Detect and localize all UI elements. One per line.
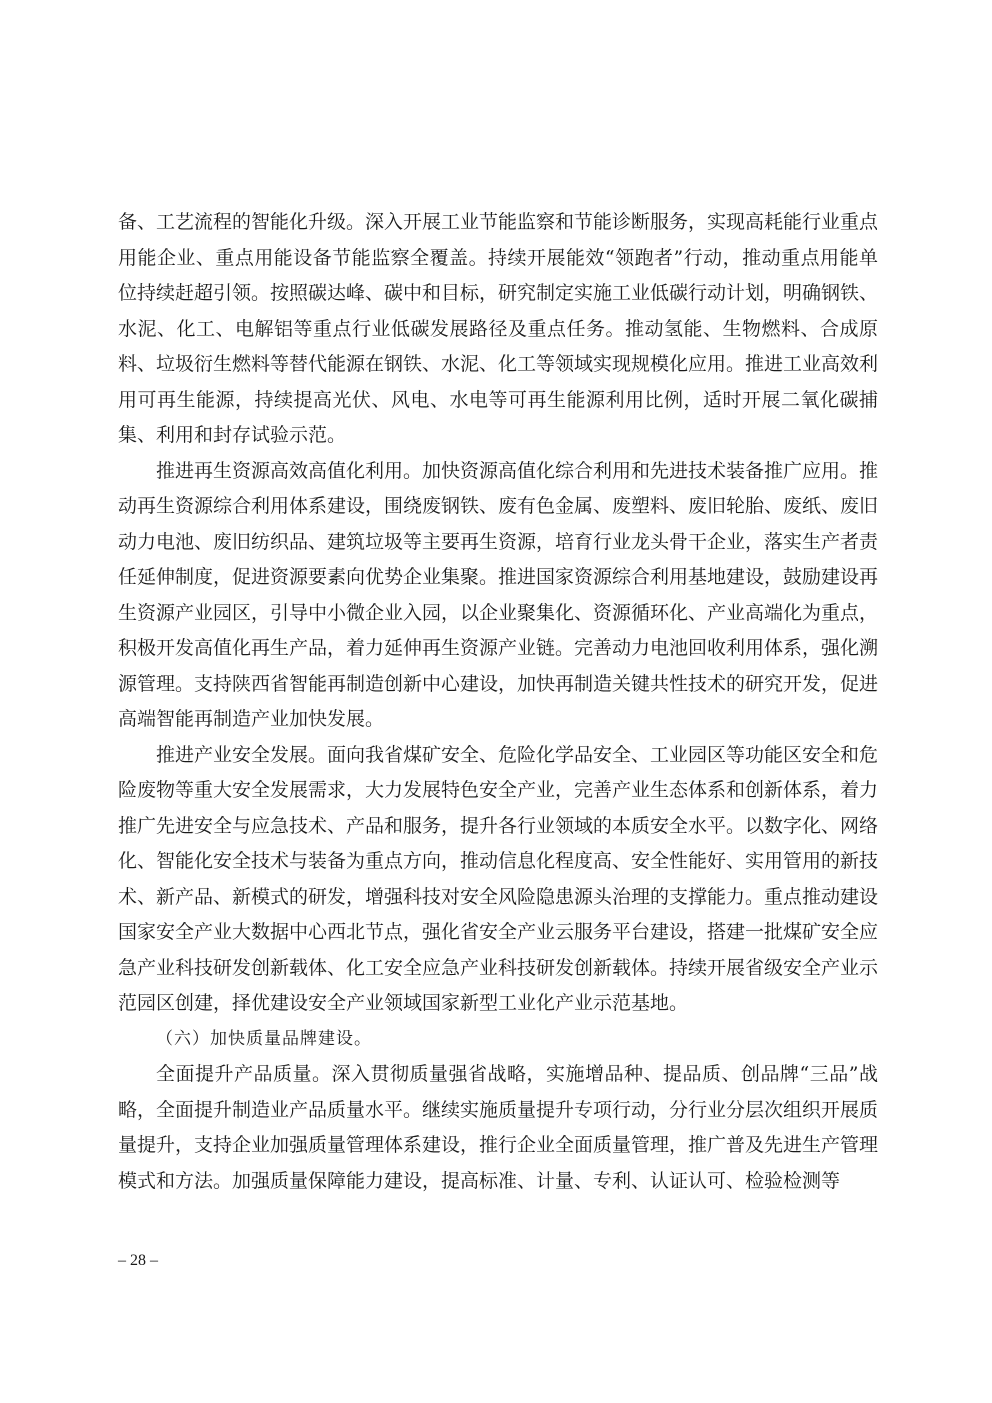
page-number: – 28 – xyxy=(118,1252,158,1269)
paragraph-energy-saving: 备、工艺流程的智能化升级。深入开展工业节能监察和节能诊断服务，实现高耗能行业重点用能企业、重点用能设备节能监察全覆盖。持续开展能效“领跑者”行动，推动重点用能单位持续赶超引领。按照碳达峰、碳中和目标，研究制定实施工业低碳行动计划，明确钢铁、水泥、化工、电解铝等重点行业低碳发展路径及重点任务。推动氢能、生物燃料、合成原料、垃圾衍生燃料等替代能源在钢铁、水泥、化工等领域实现规模化应用。推进工业高效利用可再生能源，持续提高光伏、风电、水电等可再生能源利用比例，适时开展二氧化碳捕集、利用和封存试验示范。 xyxy=(118,211,879,446)
paragraph-recycled-resources: 推进再生资源高效高值化利用。加快资源高值化综合利用和先进技术装备推广应用。推动再生资源综合利用体系建设，围绕废钢铁、废有色金属、废塑料、废旧轮胎、废纸、废旧动力电池、废旧纺织品、建筑垃圾等主要再生资源，培育行业龙头骨干企业，落实生产者责任延伸制度，促进资源要素向优势企业集聚。推进国家资源综合利用基地建设，鼓励建设再生资源产业园区，引导中小微企业入园，以企业聚集化、资源循环化、产业高端化为重点，积极开发高值化再生产品，着力延伸再生资源产业链。完善动力电池回收利用体系，强化溯源管理。支持陕西省智能再制造创新中心建设，加快再制造关键共性技术的研究开发，促进高端智能再制造产业加快发展。 xyxy=(118,459,879,730)
document-page xyxy=(118,205,878,1199)
paragraph-industrial-safety: 推进产业安全发展。面向我省煤矿安全、危险化学品安全、工业园区等功能区安全和危险废物等重大安全发展需求，大力发展特色安全产业，完善产业生态体系和创新体系，着力推广先进安全与应急技术、产品和服务，提升各行业领域的本质安全水平。以数字化、网络化、智能化安全技术与装备为重点方向，推动信息化程度高、安全性能好、实用管用的新技术、新产品、新模式的研发，增强科技对安全风险隐患源头治理的支撑能力。重点推动建设国家安全产业大数据中心西北节点，强化省安全产业云服务平台建设，搭建一批煤矿安全应急产业科技研发创新载体、化工安全应急产业科技研发创新载体。持续开展省级安全产业示范园区创建，择优建设安全产业领域国家新型工业化产业示范基地。 xyxy=(118,743,879,1014)
section-heading-quality-brand: （六）加快质量品牌建设。 xyxy=(156,1028,372,1049)
paragraph-product-quality: 全面提升产品质量。深入贯彻质量强省战略，实施增品种、提品质、创品牌“三品”战略，全面提升制造业产品质量水平。继续实施质量提升专项行动，分行业分层次组织开展质量提升，支持企业加强质量管理体系建设，推行企业全面质量管理，推广普及先进生产管理模式和方法。加强质量保障能力建设，提高标准、计量、专利、认证认可、检验检测等 xyxy=(118,1063,879,1192)
